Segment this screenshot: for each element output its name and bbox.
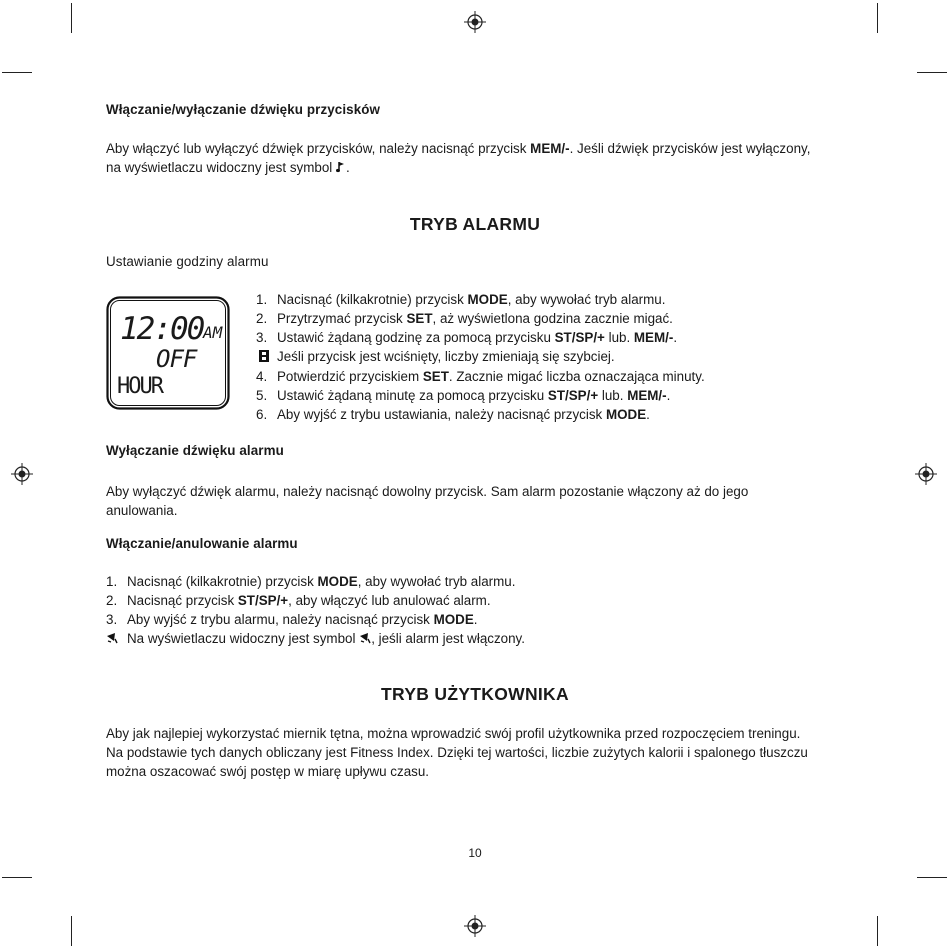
crop-mark bbox=[2, 72, 32, 73]
list-item: 3. Ustawić żądaną godzinę za pomocą przycisku ST/SP/+ lub. MEM/-. bbox=[256, 330, 678, 345]
alarm-bell-icon bbox=[359, 632, 371, 644]
registration-mark-icon bbox=[464, 11, 486, 33]
list-item: 6. Aby wyjść z trybu ustawiania, należy nacisnąć przycisk MODE. bbox=[256, 407, 650, 422]
lcd-display bbox=[106, 296, 230, 410]
list-item: 4. Potwierdzić przyciskiem SET. Zacznie migać liczba oznaczająca minuty. bbox=[256, 369, 705, 384]
page-number: 10 bbox=[468, 846, 482, 860]
registration-mark-icon bbox=[915, 463, 937, 485]
list-item: 2. Przytrzymać przycisk SET, aż wyświetlona godzina zacznie migać. bbox=[256, 311, 673, 326]
alarm-mute-paragraph: Aby wyłączyć dźwięk alarmu, należy nacisnąć dowolny przycisk. Sam alarm pozostanie włączony aż do jego anulowania. bbox=[106, 484, 749, 518]
crop-mark bbox=[71, 3, 72, 33]
tip-icon bbox=[259, 350, 269, 362]
crop-mark bbox=[917, 877, 947, 878]
lcd-time: 12:00 bbox=[120, 311, 204, 347]
lcd-status: OFF bbox=[156, 345, 197, 373]
tip-item: Jeśli przycisk jest wciśnięty, liczby zmieniają się szybciej. bbox=[256, 347, 615, 366]
list-item: 1. Nacisnąć (kilkakrotnie) przycisk MODE, aby wywołać tryb alarmu. bbox=[106, 574, 516, 589]
lcd-field: HOUR bbox=[117, 374, 162, 399]
lcd-ampm: AM bbox=[203, 323, 223, 342]
section-heading-alarm-toggle: Włączanie/anulowanie alarmu bbox=[106, 536, 298, 551]
user-mode-paragraph: Aby jak najlepiej wykorzystać miernik tętna, można wprowadzić swój profil użytkownika przed rozpoczęciem treningu. Na podstawie tych danych obliczany jest Fitness Index. Dzięki tej wartości, liczbie zużytych kalorii i spalonego tłuszczu można oszacować swój postęp w miarę upływu czasu. bbox=[106, 726, 808, 779]
list-item: 1. Nacisnąć (kilkakrotnie) przycisk MODE, aby wywołać tryb alarmu. bbox=[256, 292, 666, 307]
section-heading-alarm-mute: Wyłączanie dźwięku alarmu bbox=[106, 443, 284, 458]
alarm-bell-icon bbox=[106, 632, 118, 644]
section-title-alarm-mode: TRYB ALARMU bbox=[409, 214, 541, 234]
crop-mark bbox=[877, 3, 878, 33]
registration-mark-icon bbox=[464, 915, 486, 937]
section-heading-button-sound: Włączanie/wyłączanie dźwięku przycisków bbox=[106, 102, 381, 117]
section-heading-set-alarm: Ustawianie godziny alarmu bbox=[106, 254, 269, 269]
crop-mark bbox=[71, 916, 72, 946]
registration-mark-icon bbox=[11, 463, 33, 485]
crop-mark bbox=[917, 72, 947, 73]
alarm-symbol-note: Na wyświetlaczu widoczny jest symbol , jeśli alarm jest włączony. bbox=[106, 629, 525, 648]
section-title-user-mode: TRYB UŻYTKOWNIKA bbox=[381, 684, 569, 704]
crop-mark bbox=[2, 877, 32, 878]
list-item: 2. Nacisnąć przycisk ST/SP/+, aby włączyć lub anulować alarm. bbox=[106, 593, 491, 608]
button-sound-paragraph: Aby włączyć lub wyłączyć dźwięk przycisków, należy nacisnąć przycisk MEM/-. Jeśli dźwięk przycisków jest wyłączony, na wyświetlaczu widoczny jest symbol . bbox=[106, 141, 811, 175]
list-item: 5. Ustawić żądaną minutę za pomocą przycisku ST/SP/+ lub. MEM/-. bbox=[256, 388, 671, 403]
crop-mark bbox=[877, 916, 878, 946]
list-item: 3. Aby wyjść z trybu alarmu, należy nacisnąć przycisk MODE. bbox=[106, 612, 478, 627]
note-icon bbox=[336, 161, 346, 173]
